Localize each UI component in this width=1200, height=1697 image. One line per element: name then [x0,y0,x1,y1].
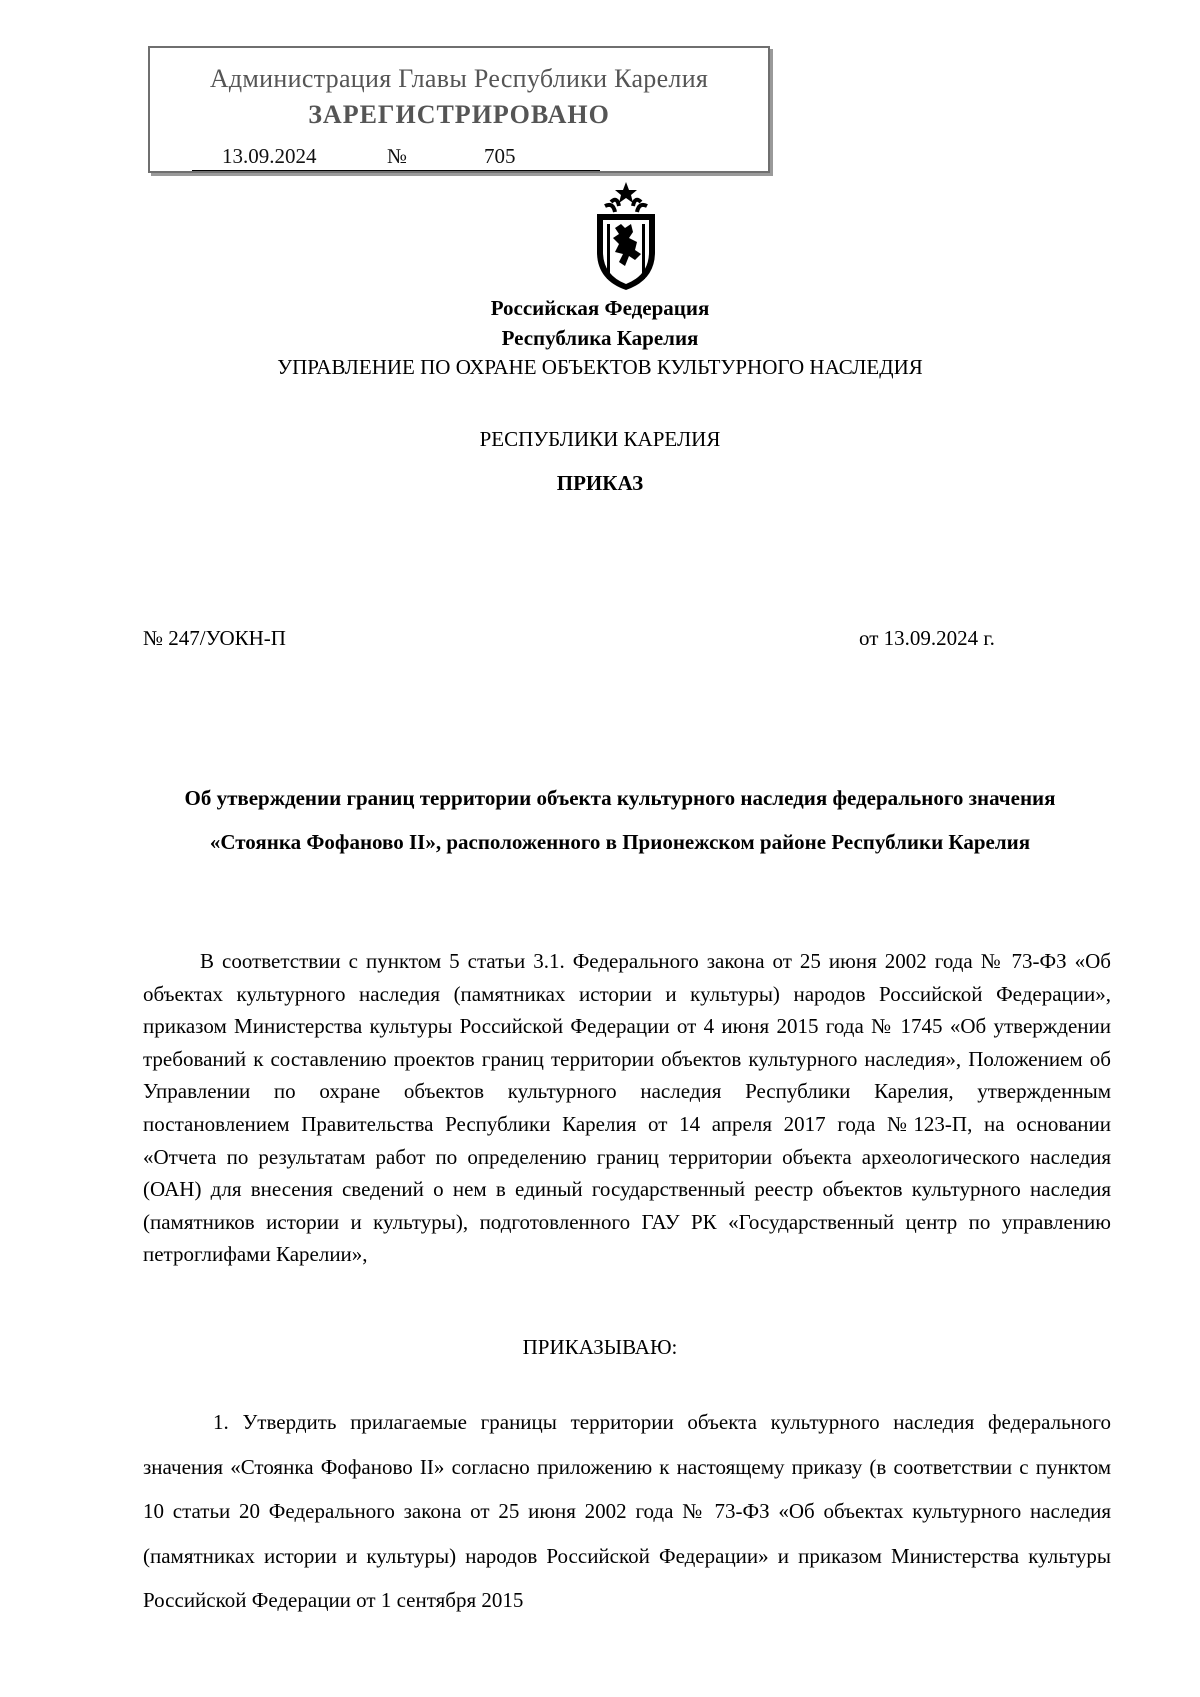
order-date: от 13.09.2024 г. [859,626,995,650]
header-country: Российская Федерация [490,296,710,320]
order-directive: ПРИКАЗЫВАЮ: [522,1335,678,1359]
stamp-number: 705 [484,144,516,168]
stamp-registered-label: ЗАРЕГИСТРИРОВАНО [308,100,610,129]
karelia-coat-of-arms-icon [585,180,667,292]
header-department-line2: РЕСПУБЛИКИ КАРЕЛИЯ [479,427,721,451]
registration-stamp [148,46,770,173]
stamp-date: 13.09.2024 [222,144,317,168]
stamp-number-sign: № [387,144,408,168]
header-department-line1: УПРАВЛЕНИЕ ПО ОХРАНЕ ОБЪЕКТОВ КУЛЬТУРНОГО НАСЛЕДИЯ [277,355,923,379]
header-republic: Республика Карелия [501,326,699,350]
preamble-paragraph: В соответствии с пунктом 5 статьи 3.1. Федерального закона от 25 июня 2002 года № 73-ФЗ «Об объектах культурного наследия (памятниках истории и культуры) народов Российской Федерации», приказом Министерства культуры Российской Федерации от 4 июня 2015 года № 1745 «Об утверждении требований к составлению проектов границ территории объектов культурного наследия», Положением об Управлении по охране объектов культурного наследия Республики Карелия, утвержденным постановлением Правительства Республики Карелия от 14 апреля 2017 года №123-П, на основании «Отчета по результатам работ по определению границ территории объекта археологического наследия (ОАН) для внесения сведений о нем в единый государственный реестр объектов культурного наследия (памятников истории и культуры), подготовленного ГАУ РК «Государственный центр по управлению петроглифами Карелии», [143,949,1111,1267]
document-type: ПРИКАЗ [556,471,644,495]
order-item-1: 1. Утвердить прилагаемые границы территории объекта культурного наследия федерального значения «Стоянка Фофаново II» согласно приложению к настоящему приказу (в соответствии с пунктом 10 статьи 20 Федерального закона от 25 июня 2002 года № 73-ФЗ «Об объектах культурного наследия (памятниках истории и культуры) народов Российской Федерации» и приказом Министерства культуры Российской Федерации от 1 сентября 2015 [143,1410,1111,1612]
stamp-registration-line [192,144,600,171]
order-number: № 247/УОКН-П [143,626,286,650]
stamp-authority: Администрация Главы Республики Карелия [209,64,709,93]
document-title: Об утверждении границ территории объекта культурного наследия федерального значения «Стоянка Фофаново II», расположенного в Прионежском районе Республики Карелия [184,786,1056,854]
